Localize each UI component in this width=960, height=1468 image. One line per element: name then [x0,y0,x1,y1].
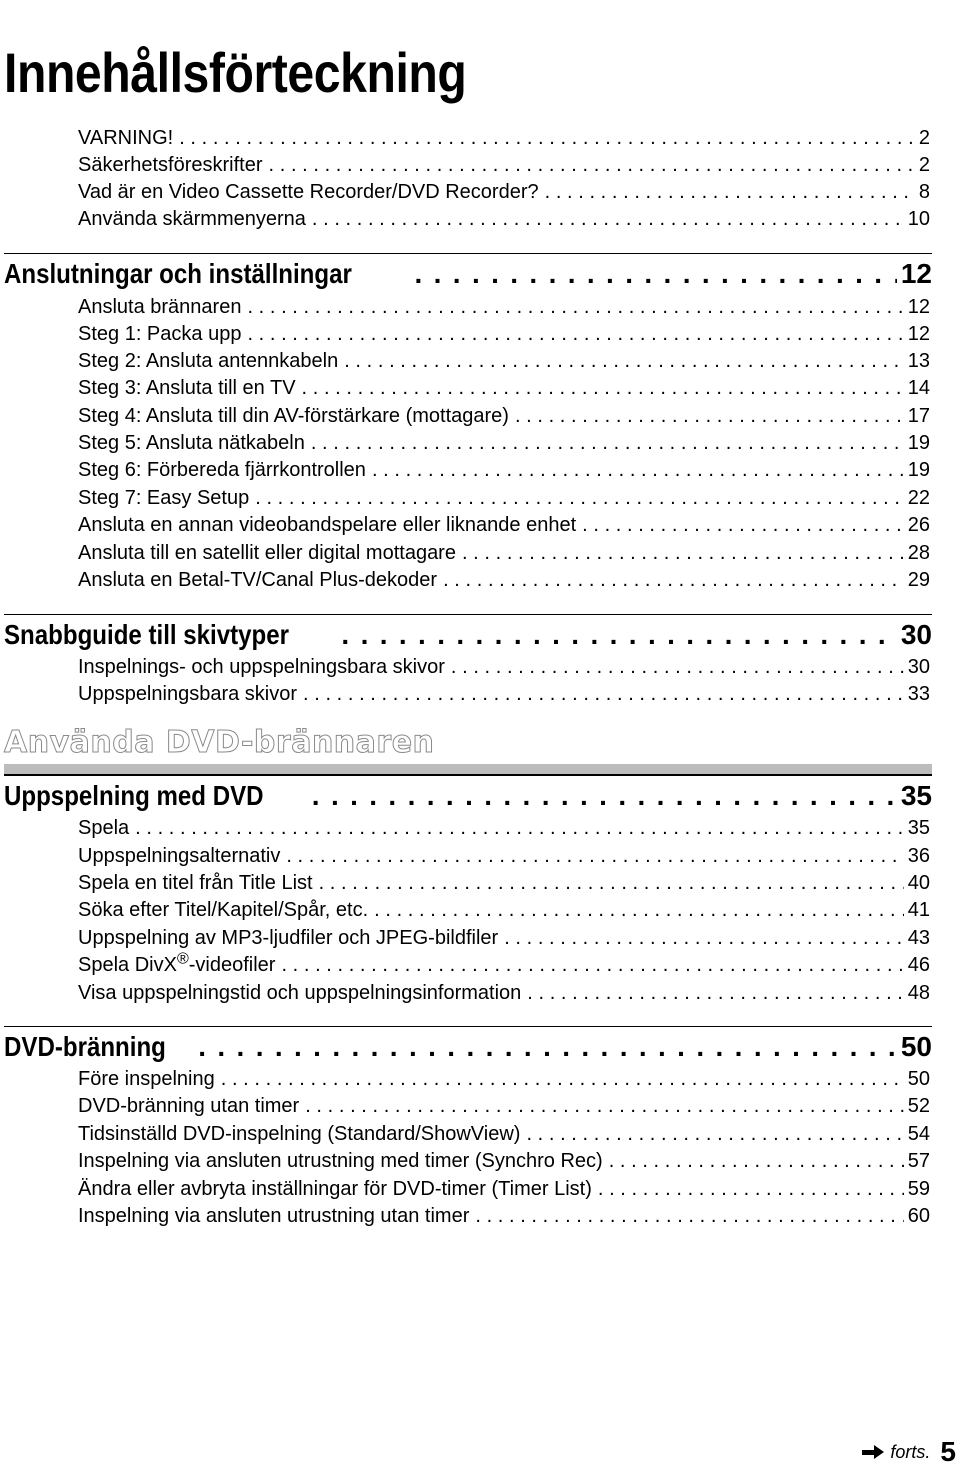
toc-entry-page: 36 [907,845,930,867]
toc-entry[interactable] [78,179,930,205]
toc-entry-label: Steg 2: Ansluta antennkabeln [78,350,339,372]
toc-entry-label: VARNING! [78,127,174,149]
toc-entry[interactable] [78,815,930,841]
toc-entry[interactable] [78,321,930,347]
toc-section-heading[interactable] [4,1029,932,1065]
toc-entry[interactable] [78,654,930,680]
toc-entry-page: 35 [907,817,930,839]
toc-entry-page: 26 [907,514,930,536]
toc-entry-label: Uppspelningsalternativ [78,845,281,867]
toc-section-page: 12 [900,258,932,289]
toc-entry[interactable] [78,375,930,401]
toc-entry[interactable] [78,1121,930,1147]
toc-section-heading[interactable] [4,256,932,292]
toc-entry[interactable] [78,925,930,951]
toc-entry-page: 12 [907,323,930,345]
part-heading-bar [4,764,932,776]
toc-entry-label: Vad är en Video Cassette Recorder/DVD Recorder? [78,181,539,203]
toc-entry[interactable] [78,125,930,151]
toc-entry[interactable] [78,206,930,232]
toc-entry-label: Steg 3: Ansluta till en TV [78,377,296,399]
toc-section-page: 30 [900,619,932,650]
toc-entry-label: Steg 1: Packa upp [78,323,242,345]
toc-entry-label: Inspelning via ansluten utrustning med timer (Synchro Rec) [78,1150,603,1172]
toc-section-page: 50 [900,1031,932,1062]
toc-entry-page: 8 [918,181,930,203]
toc-entry-page: 28 [907,542,930,564]
toc-entry-label: Uppspelningsbara skivor [78,683,298,705]
toc-entry-label: Ansluta en annan videobandspelare eller liknande enhet [78,514,577,536]
toc-entry-label: Inspelnings- och uppspelningsbara skivor [78,656,445,678]
toc-entry-label: Säkerhetsföreskrifter [78,154,263,176]
toc-entry-page: 46 [907,954,930,976]
toc-entry-label: Steg 4: Ansluta till din AV-förstärkare (mottagare) [78,405,509,427]
section-divider [4,253,932,254]
page-number: 5 [940,1436,956,1467]
toc-entry[interactable] [78,457,930,483]
toc-entry-page: 59 [907,1178,930,1200]
toc-entry[interactable] [78,348,930,374]
toc-entry-page: 60 [907,1205,930,1227]
section-divider [4,614,932,615]
toc-entry-label: Visa uppspelningstid och uppspelningsinformation [78,982,522,1004]
toc-entry-page: 10 [907,208,930,230]
registered-mark: ® [176,950,189,968]
toc-section-heading[interactable] [4,617,932,653]
toc-entry-label: Spela DivX®-videofiler [78,950,276,976]
toc-entry[interactable] [78,540,930,566]
toc-entry[interactable] [78,1203,930,1229]
toc-entry-page: 14 [907,377,930,399]
toc-entry[interactable] [78,1148,930,1174]
toc-entry-page: 17 [907,405,930,427]
toc-entry-page: 19 [907,459,930,481]
toc-entry[interactable] [78,681,930,707]
toc-entry-page: 57 [907,1150,930,1172]
toc-section-heading[interactable] [4,778,932,814]
toc-entry[interactable] [78,152,930,178]
toc-entry-label: Steg 5: Ansluta nätkabeln [78,432,305,454]
continued-label: forts. [890,1441,931,1462]
toc-entry[interactable] [78,897,930,923]
page-title: Innehållsförteckning [4,40,467,104]
toc-entry-page: 13 [907,350,930,372]
toc-section-title: Snabbguide till skivtyper [4,619,290,650]
toc-entry[interactable] [78,870,930,896]
toc-entry[interactable] [78,843,930,869]
page-footer [862,1436,956,1468]
toc-entry-page: 22 [907,487,930,509]
toc-entry-page: 2 [918,127,930,149]
toc-entry[interactable] [78,403,930,429]
toc-entry-label: Steg 6: Förbereda fjärrkontrollen [78,459,366,481]
toc-entry-label: Uppspelning av MP3-ljudfiler och JPEG-bildfiler [78,927,499,949]
toc-entry-label: Använda skärmmenyerna [78,208,306,230]
toc-section-title: Anslutningar och inställningar [4,258,352,289]
toc-entry-page: 29 [907,569,930,591]
toc-entry[interactable] [78,567,930,593]
toc-entry[interactable] [78,1176,930,1202]
toc-entry-label: Ändra eller avbryta inställningar för DVD-timer (Timer List) [78,1178,592,1200]
toc-entry[interactable] [78,952,930,978]
section-divider [4,1026,932,1027]
toc-entry-page: 52 [907,1095,930,1117]
toc-entry[interactable] [78,485,930,511]
toc-entry-page: 33 [907,683,930,705]
toc-entry-label: Söka efter Titel/Kapitel/Spår, etc. [78,899,369,921]
toc-entry-page: 48 [907,982,930,1004]
toc-entry-label: Ansluta en Betal-TV/Canal Plus-dekoder [78,569,438,591]
toc-entry-label: Steg 7: Easy Setup [78,487,250,509]
toc-entry-label: Före inspelning [78,1068,215,1090]
toc-entry-page: 54 [907,1123,930,1145]
toc-entry-label: Tidsinställd DVD-inspelning (Standard/ShowView) [78,1123,521,1145]
toc-section-title: Uppspelning med DVD [4,780,264,811]
toc-entry-page: 40 [907,872,930,894]
toc-entry-label: Ansluta till en satellit eller digital mottagare [78,542,456,564]
toc-entry[interactable] [78,1066,930,1092]
toc-entry-page: 30 [907,656,930,678]
toc-section-page: 35 [900,780,932,811]
toc-entry-label: Ansluta brännaren [78,296,242,318]
toc-entry[interactable] [78,1093,930,1119]
toc-entry[interactable] [78,980,930,1006]
part-heading: Använda DVD-brännaren [4,725,435,760]
toc-entry-page: 41 [907,899,930,921]
toc-section-title: DVD-bränning [4,1031,166,1062]
toc-entry-label: DVD-bränning utan timer [78,1095,300,1117]
toc-entry[interactable] [78,512,930,538]
continue-arrow-icon [862,1444,884,1460]
toc-entry-page: 2 [918,154,930,176]
toc-entry-page: 43 [907,927,930,949]
toc-entry[interactable] [78,294,930,320]
toc-entry-label: Inspelning via ansluten utrustning utan timer [78,1205,470,1227]
toc-entry-page: 19 [907,432,930,454]
toc-entry-page: 50 [907,1068,930,1090]
toc-entry-label: Spela [78,817,130,839]
toc-entry-page: 12 [907,296,930,318]
toc-entry-label: Spela en titel från Title List [78,872,313,894]
toc-entry[interactable] [78,430,930,456]
